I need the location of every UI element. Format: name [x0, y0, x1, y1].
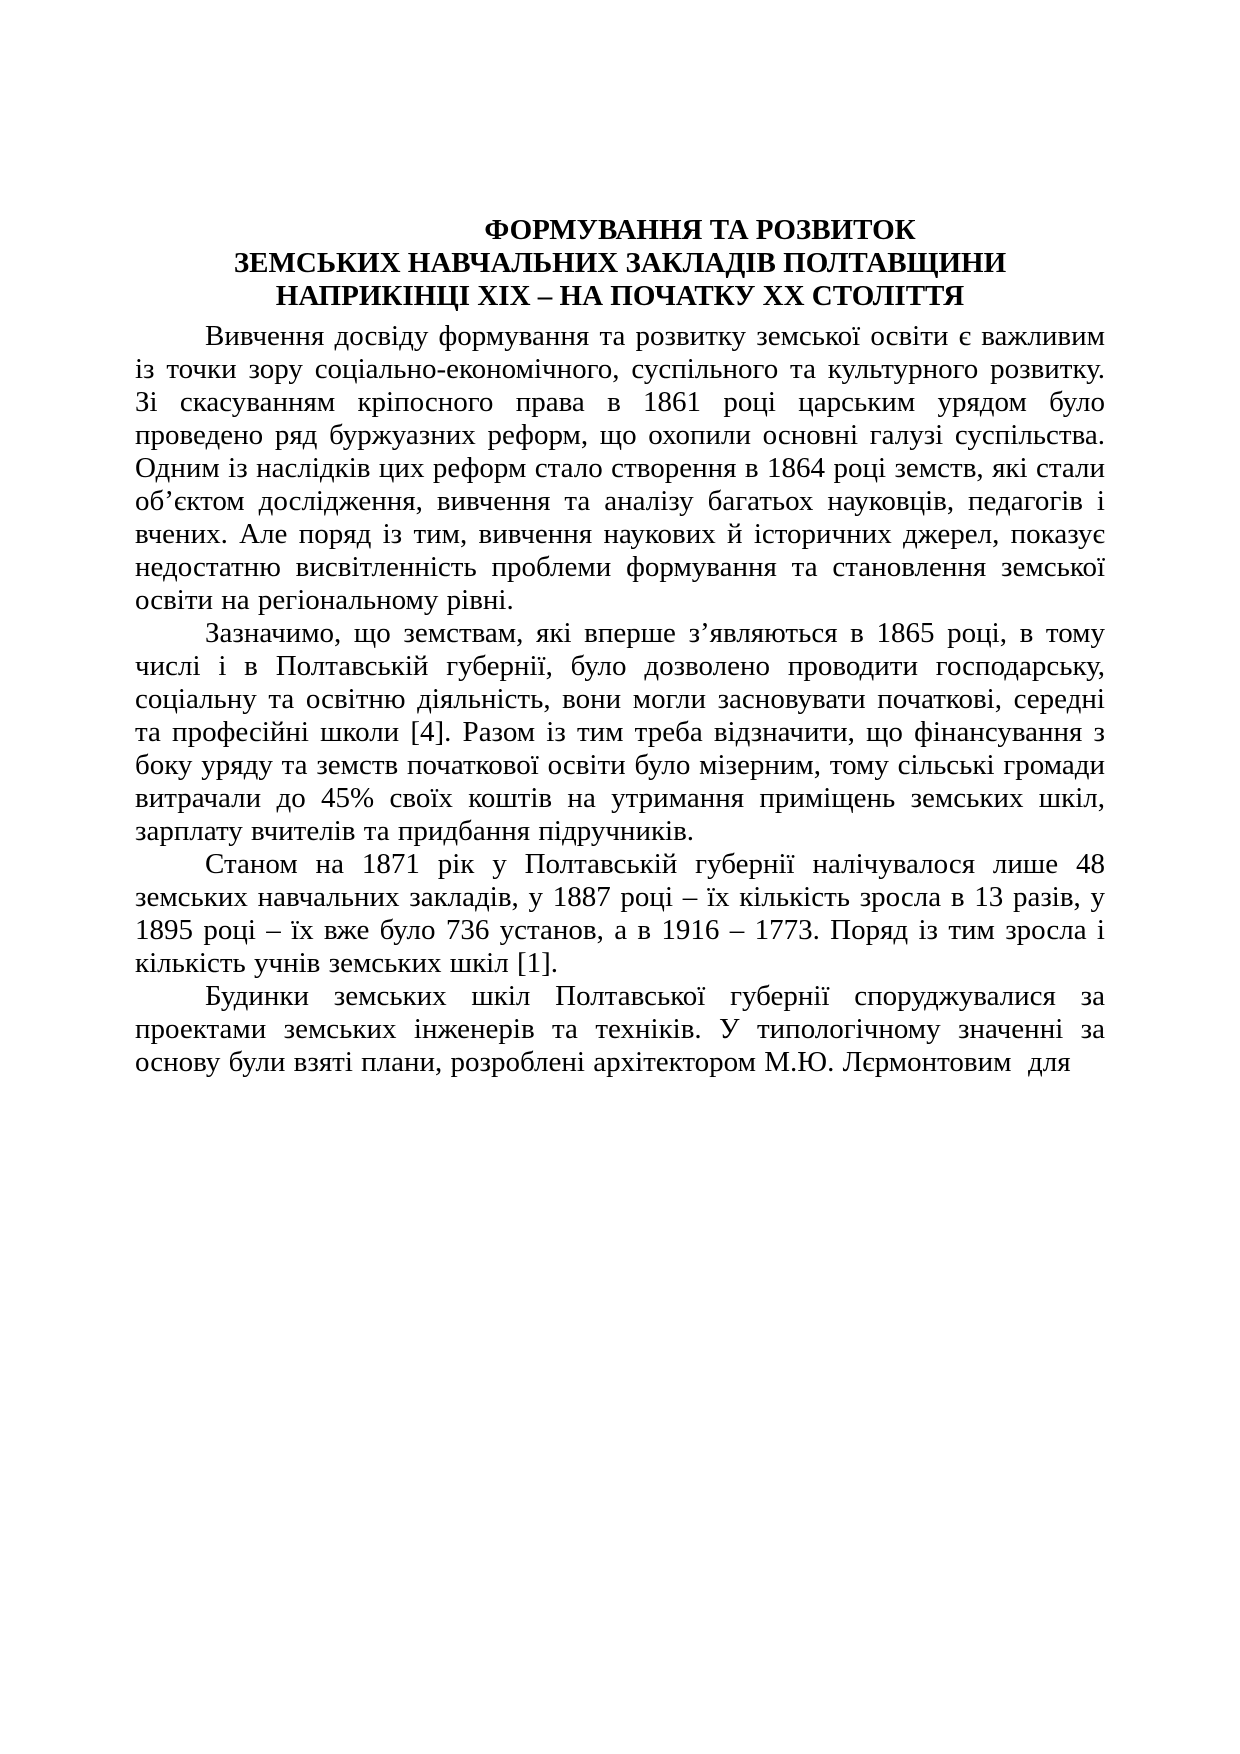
- body-paragraph-4: Будинки земських шкіл Полтавської губернії споруджувалися за проектами земських інженерів та техніків. У типологічному значенні за основу були взяті плани, розроблені архітектором М.Ю. Лєрмонтовим для: [135, 980, 1105, 1078]
- paper-title: [135, 214, 1105, 313]
- body-paragraph-3: Станом на 1871 рік у Полтавській губернії налічувалося лише 48 земських навчальних закладів, у 1887 році – їх кількість зросла в 13 разів, у 1895 році – їх вже було 736 установ, а в 1916 – 1773. Поряд із тим зросла і кількість учнів земських шкіл [1].: [135, 848, 1105, 979]
- paper-body: [135, 320, 1105, 1079]
- paper-title-line-1: ФОРМУВАННЯ ТА РОЗВИТОК: [484, 214, 916, 246]
- body-paragraph-1: Вивчення досвіду формування та розвитку земської освіти є важливим із точки зору соціально-економічного, суспільного та культурного розвитку. Зі скасуванням кріпосного права в 1861 році царським урядом було проведено ряд буржуазних реформ, що охопили основні галузі суспільства. Одним із наслідків цих реформ стало створення в 1864 році земств, які стали об’єктом дослідження, вивчення та аналізу багатьох науковців, педагогів і вчених. Але поряд із тим, вивчення наукових й історичних джерел, показує недостатню висвітленність проблеми формування та становлення земської освіти на регіональному рівні.: [135, 320, 1105, 616]
- page-content: [135, 214, 1105, 1079]
- paper-title-line-2: ЗЕМСЬКИХ НАВЧАЛЬНИХ ЗАКЛАДІВ ПОЛТАВЩИНИ: [233, 247, 1007, 279]
- body-paragraph-2: Зазначимо, що земствам, які вперше з’являються в 1865 році, в тому числі і в Полтавській губернії, було дозволено проводити господарську, соціальну та освітню діяльність, вони могли засновувати початкові, середні та професійні школи [4]. Разом із тим треба відзначити, що фінансування з боку уряду та земств початкової освіти було мізерним, тому сільські громади витрачали до 45% своїх коштів на утримання приміщень земських шкіл, зарплату вчителів та придбання підручників.: [135, 617, 1105, 847]
- paper-title-line-3: НАПРИКІНЦІ XIX – НА ПОЧАТКУ XX СТОЛІТТЯ: [275, 280, 965, 312]
